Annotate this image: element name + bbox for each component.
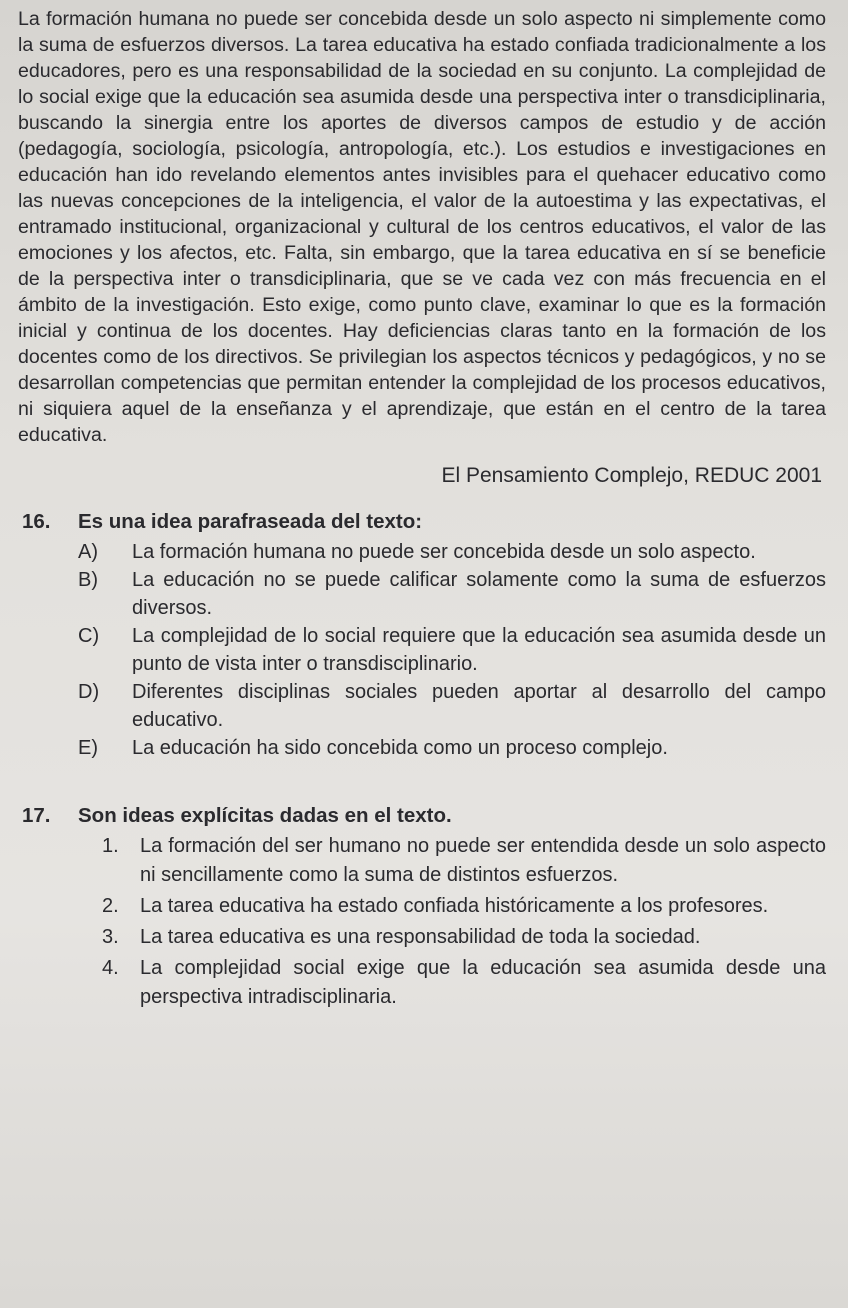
option-d[interactable]: [78, 678, 826, 734]
statement-2: [102, 892, 826, 921]
statement-number: 1.: [102, 835, 119, 857]
question-number: 16.: [22, 510, 51, 533]
option-a[interactable]: [78, 538, 826, 566]
option-letter: E): [78, 737, 98, 759]
statement-number: 2.: [102, 895, 119, 917]
option-e[interactable]: [78, 734, 826, 762]
question-16: [14, 508, 826, 762]
option-text: Diferentes disciplinas sociales pueden aportar al desarrollo del campo educativo.: [132, 681, 826, 731]
question-17: [14, 802, 826, 1012]
option-text: La educación ha sido concebida como un proceso complejo.: [132, 737, 668, 759]
statement-3: [102, 923, 826, 952]
reading-passage: La formación humana no puede ser concebida desde un solo aspecto ni simplemente como la suma de esfuerzos diversos. La tarea educativa ha estado confiada tradicionalmente a los educadores, pero es una responsabilidad de la sociedad en su conjunto. La complejidad de lo social exige que la educación sea asumida desde una perspectiva inter o transdiciplinaria, buscando la sinergia entre los aportes de diversos campos de estudio y de acción (pedagogía, sociología, psicología, antropología, etc.). Los estudios e investigaciones en educación han ido revelando elementos antes invisibles para el quehacer educativo como las nuevas concepciones de la inteligencia, el valor de la autoestima y las expectativas, el entramado institucional, organizacional y cultural de los centros educativos, el valor de las emociones y los afectos, etc. Falta, sin embargo, que la tarea educativa en sí se beneficie de la perspectiva inter o transdiciplinaria, que se ve cada vez con más frecuencia en el ámbito de la investigación. Esto exige, como punto clave, examinar lo que es la formación inicial y continua de los docentes. Hay deficiencias claras tanto en la formación de los docentes como de los directivos. Se privilegian los aspectos técnicos y pedagógicos, y no se desarrollan competencias que permitan entender la complejidad de los procesos educativos, ni siquiera aquel de la enseñanza y el aprendizaje, que están en el centro de la tarea educativa.: [18, 8, 826, 446]
question-16-title: [22, 508, 826, 536]
option-letter: C): [78, 625, 100, 647]
statement-text: La tarea educativa es una responsabilidad de toda la sociedad.: [140, 926, 701, 948]
statement-number: 4.: [102, 957, 119, 979]
option-letter: D): [78, 681, 100, 703]
option-b[interactable]: [78, 566, 826, 622]
question-number: 17.: [22, 804, 51, 827]
passage-source: El Pensamiento Complejo, REDUC 2001: [441, 464, 822, 487]
option-text: La complejidad de lo social requiere que la educación sea asumida desde un punto de vista inter o transdisciplinario.: [132, 625, 826, 675]
statement-text: La tarea educativa ha estado confiada históricamente a los profesores.: [140, 895, 769, 917]
option-c[interactable]: [78, 622, 826, 678]
question-text: Es una idea parafraseada del texto:: [78, 510, 423, 533]
statement-1: [102, 832, 826, 890]
statement-text: La complejidad social exige que la educación sea asumida desde una perspectiva intradisciplinaria.: [140, 957, 826, 1008]
option-letter: B): [78, 569, 98, 591]
question-17-title: [22, 802, 826, 830]
option-text: La formación humana no puede ser concebida desde un solo aspecto.: [132, 541, 756, 563]
question-text: Son ideas explícitas dadas en el texto.: [78, 804, 452, 827]
option-text: La educación no se puede calificar solamente como la suma de esfuerzos diversos.: [132, 569, 826, 619]
statement-text: La formación del ser humano no puede ser entendida desde un solo aspecto ni sencillamente como la suma de distintos esfuerzos.: [140, 835, 826, 886]
statement-4: [102, 954, 826, 1012]
statement-number: 3.: [102, 926, 119, 948]
option-letter: A): [78, 541, 98, 563]
